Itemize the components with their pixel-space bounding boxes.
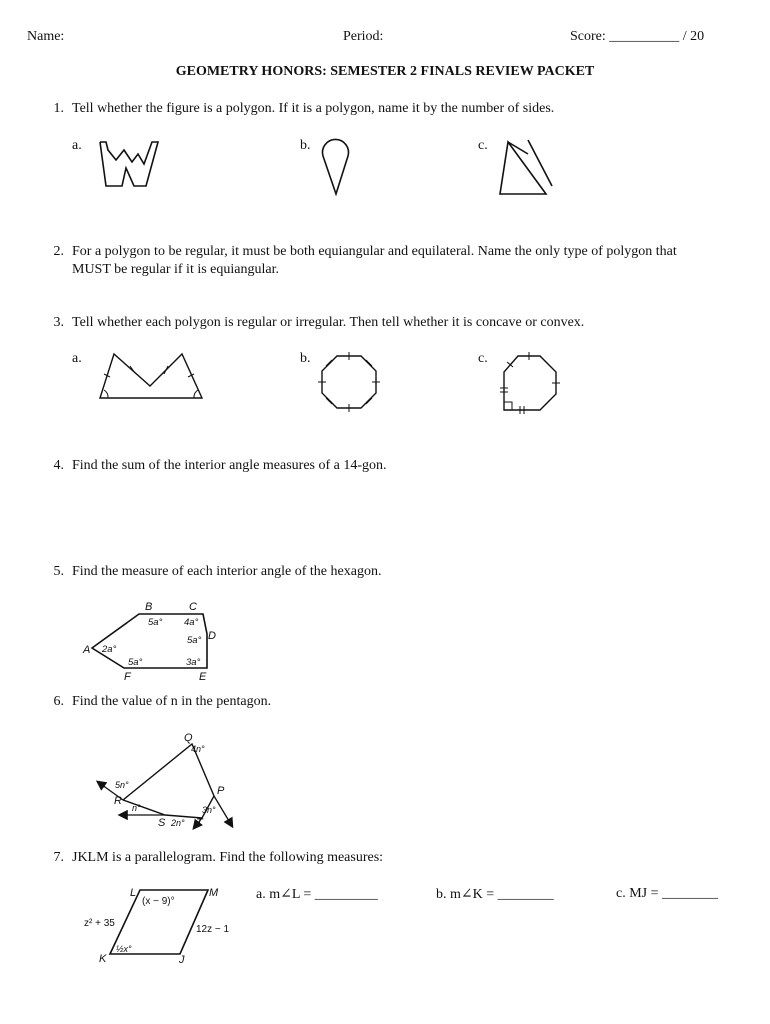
vertex-q-label: Q xyxy=(184,732,193,744)
question-1-number: 1. xyxy=(53,101,64,116)
q7-answer-a: a. m∠L = _________ xyxy=(256,887,378,902)
name-label: Name: xyxy=(27,29,65,44)
vertex-s-label: S xyxy=(158,817,166,829)
q3c-figure xyxy=(498,352,560,414)
page-title: GEOMETRY HONORS: SEMESTER 2 FINALS REVIEW PACKET xyxy=(175,64,595,79)
vertex-m-label: M xyxy=(209,887,219,899)
vertex-p-label: P xyxy=(217,785,225,797)
q1-part-c-label: c. xyxy=(478,138,488,153)
vertex-t-label: T xyxy=(196,817,203,829)
vertex-b-label: B xyxy=(145,601,153,613)
vertex-l-label: L xyxy=(130,887,137,899)
angle-r-interior-label: n° xyxy=(132,803,141,813)
vertex-k-label: K xyxy=(99,953,107,965)
question-2-number: 2. xyxy=(53,244,64,259)
q1b-figure xyxy=(314,134,358,198)
q3-part-a-label: a. xyxy=(72,351,82,366)
vertex-d-label: D xyxy=(208,630,216,642)
q1-part-b-label: b. xyxy=(300,138,311,153)
question-6-text: Find the value of n in the pentagon. xyxy=(72,694,272,709)
question-5-number: 5. xyxy=(53,564,64,579)
q3a-figure xyxy=(96,350,208,404)
q1a-figure xyxy=(96,136,166,192)
q3-part-b-label: b. xyxy=(300,351,311,366)
q7-answer-c: c. MJ = ________ xyxy=(616,886,719,901)
question-7-text: JKLM is a parallelogram. Find the following measures: xyxy=(72,850,384,865)
q6-pentagon-figure xyxy=(90,728,250,832)
q1c-figure xyxy=(492,134,558,200)
angle-b-label: 5a° xyxy=(148,617,163,628)
q1-part-a-label: a. xyxy=(72,138,82,153)
score-label: Score: __________ / 20 xyxy=(570,29,705,44)
angle-q-label: 4n° xyxy=(191,744,205,754)
question-6-number: 6. xyxy=(53,694,64,709)
question-1-text: Tell whether the figure is a polygon. If it is a polygon, name it by the number of sides. xyxy=(72,101,555,116)
question-2-text-line-2: MUST be regular if it is equiangular. xyxy=(72,262,279,277)
vertex-e-label: E xyxy=(199,671,207,683)
angle-s-label: 2n° xyxy=(171,818,185,828)
vertex-j-label: J xyxy=(179,954,185,966)
period-label: Period: xyxy=(343,29,384,44)
question-4-number: 4. xyxy=(53,458,64,473)
vertex-a-label: A xyxy=(83,644,91,656)
vertex-c-label: C xyxy=(189,601,197,613)
vertex-f-label: F xyxy=(124,671,131,683)
angle-r-exterior-label: 5n° xyxy=(115,780,129,790)
angle-a-label: 2a° xyxy=(102,644,117,655)
angle-e-label: 3a° xyxy=(186,657,201,668)
q7-answer-b: b. m∠K = ________ xyxy=(436,887,554,902)
side-lm-label: (x − 9)° xyxy=(142,896,175,907)
side-lk-label: z² + 35 xyxy=(84,918,115,929)
question-3-number: 3. xyxy=(53,315,64,330)
angle-p-label: 3n° xyxy=(202,805,216,815)
question-2-text-line-1: For a polygon to be regular, it must be both equiangular and equilateral. Name the only type of polygon that xyxy=(72,244,677,259)
question-7-number: 7. xyxy=(53,850,64,865)
question-3-text: Tell whether each polygon is regular or irregular. Then tell whether it is concave or convex. xyxy=(72,315,585,330)
question-4-text: Find the sum of the interior angle measures of a 14-gon. xyxy=(72,458,387,473)
q3-part-c-label: c. xyxy=(478,351,488,366)
angle-d-label: 5a° xyxy=(187,635,202,646)
side-mj-label: 12z − 1 xyxy=(196,924,230,935)
q5-hexagon-figure xyxy=(80,596,230,686)
q7-parallelogram-figure xyxy=(80,880,240,968)
angle-f-label: 5a° xyxy=(128,657,143,668)
angle-k-label: ½x° xyxy=(116,944,132,954)
question-5-text: Find the measure of each interior angle of the hexagon. xyxy=(72,564,382,579)
angle-c-label: 4a° xyxy=(184,617,199,628)
q3b-figure xyxy=(318,352,380,412)
vertex-r-label: R xyxy=(114,795,122,807)
